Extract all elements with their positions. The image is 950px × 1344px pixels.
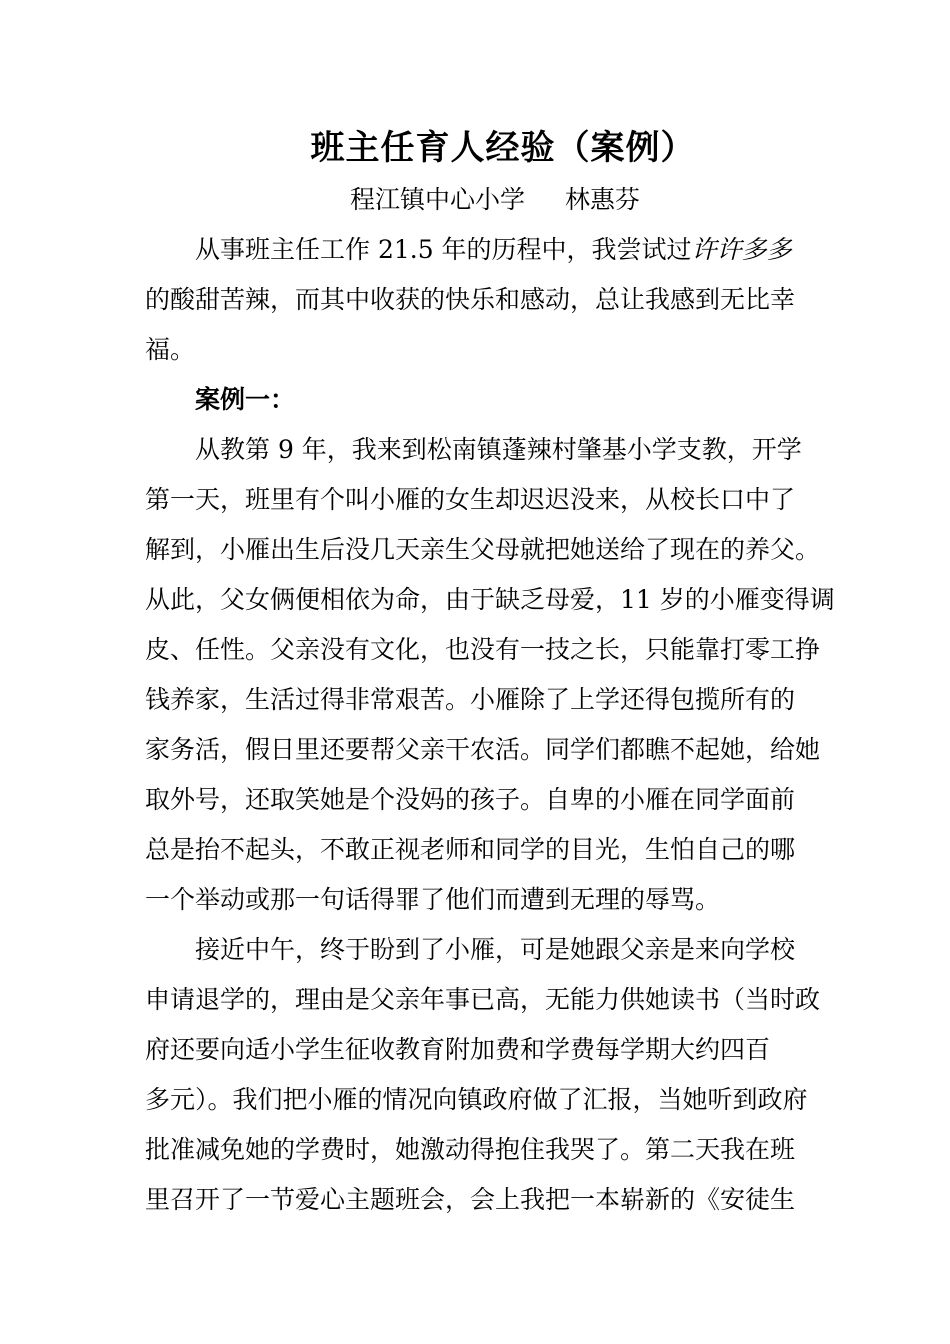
intro-line-1-text: 从事班主任工作 21.5 年的历程中，我尝试过 [195, 235, 692, 264]
case-1-line: 一个举动或那一句话得罪了他们而遭到无理的辱骂。 [145, 885, 721, 914]
author-line [0, 180, 950, 220]
document-title: 班主任育人经验（案例） [310, 128, 696, 168]
school-name: 程江镇中心小学 [349, 185, 525, 214]
case-1-line: 第一天，班里有个叫小雁的女生却迟迟没来，从校长口中了 [145, 485, 796, 514]
intro-emphasis: 许许多多 [691, 235, 792, 264]
paragraph-3-line: 接近中午，终于盼到了小雁，可是她跟父亲是来向学校 [195, 935, 796, 964]
intro-paragraph [145, 225, 810, 375]
paragraph-3-line: 里召开了一节爱心主题班会，会上我把一本崭新的《安徒生 [145, 1185, 796, 1214]
paragraph-3-line: 府还要向适小学生征收教育附加费和学费每学期大约四百 [145, 1035, 771, 1064]
case-1-line: 总是抬不起头，不敢正视老师和同学的目光，生怕自己的哪 [145, 835, 796, 864]
intro-line-2: 的酸甜苦辣，而其中收获的快乐和感动，总让我感到无比幸 [145, 285, 796, 314]
case-1-line: 家务活，假日里还要帮父亲干农活。同学们都瞧不起她，给她 [145, 735, 821, 764]
case-1-line: 钱养家，生活过得非常艰苦。小雁除了上学还得包揽所有的 [145, 685, 796, 714]
paragraph-3-line: 批准减免她的学费时，她激动得抱住我哭了。第二天我在班 [145, 1135, 796, 1164]
case-1-line: 取外号，还取笑她是个没妈的孩子。自卑的小雁在同学面前 [145, 785, 796, 814]
case-1-line: 皮、任性。父亲没有文化，也没有一技之长，只能靠打零工挣 [145, 635, 821, 664]
case-1-line: 从此，父女俩便相依为命，由于缺乏母爱，11 岁的小雁变得调 [145, 585, 835, 614]
intro-line-3: 福。 [145, 335, 196, 364]
case-1-paragraph [145, 425, 835, 925]
paragraph-3-line: 多元）。我们把小雁的情况向镇政府做了汇报，当她听到政府 [145, 1085, 808, 1114]
author-name: 林惠芬 [565, 185, 641, 214]
case-1-line: 解到，小雁出生后没几天亲生父母就把她送给了现在的养父。 [145, 535, 821, 564]
paragraph-3 [145, 925, 821, 1225]
case-heading-block [145, 375, 810, 425]
case-1-heading: 案例一： [195, 385, 296, 414]
intro-line-1 [145, 225, 810, 275]
case-1-line: 从教第 9 年，我来到松南镇蓬辣村肇基小学支教，开学 [195, 435, 802, 464]
paragraph-3-line: 申请退学的，理由是父亲年事已高，无能力供她读书（当时政 [145, 985, 821, 1014]
